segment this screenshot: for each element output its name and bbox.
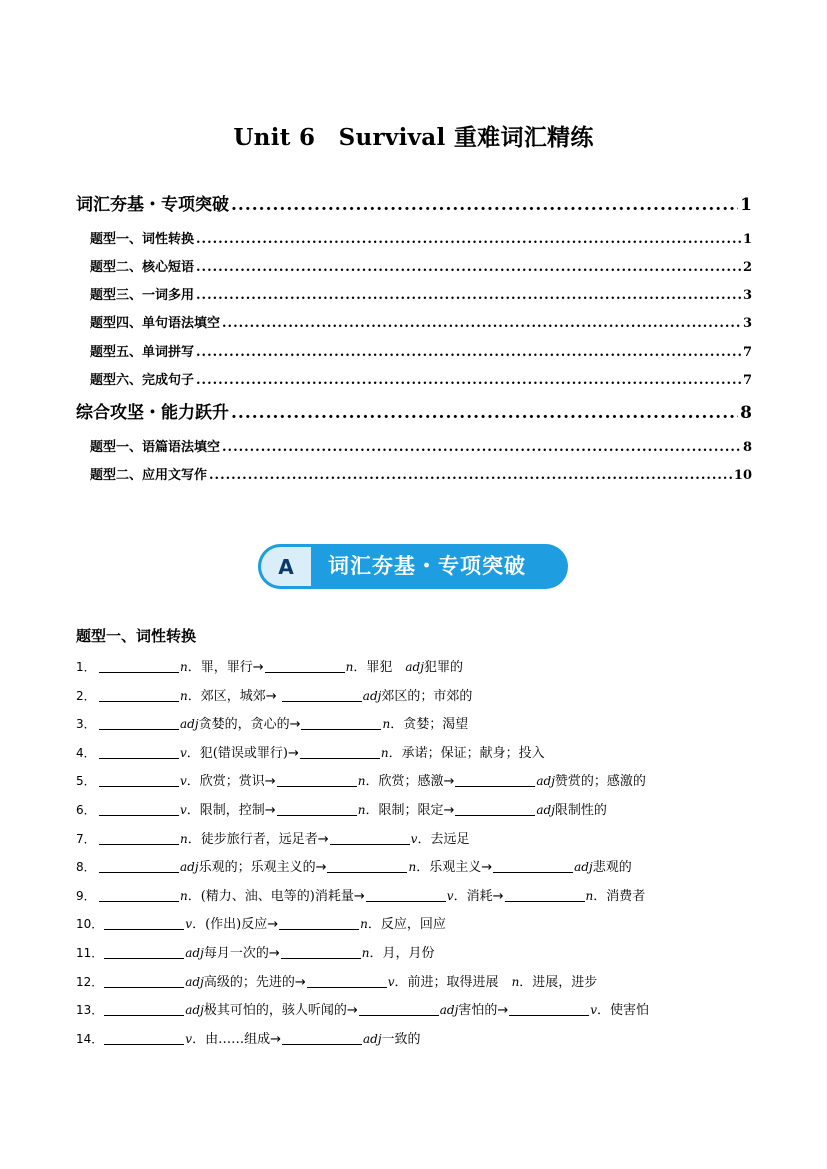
exercise-item — [76, 770, 646, 792]
arrow-icon: → — [443, 774, 455, 790]
part-of-speech: v — [180, 803, 187, 817]
toc-leader — [196, 260, 741, 275]
arrow-icon: → — [481, 860, 493, 876]
arrow-icon: → — [252, 660, 264, 675]
exercise-item — [76, 885, 645, 907]
part-of-speech: n — [382, 717, 391, 732]
exercise-item — [76, 685, 472, 707]
item-text: ．进展，进步 — [519, 974, 598, 990]
item-text: ．使害怕 — [597, 1003, 650, 1019]
answer-blank[interactable] — [99, 715, 179, 730]
answer-blank[interactable] — [265, 658, 345, 673]
exercise-item — [76, 856, 632, 878]
part-of-speech: n — [180, 888, 188, 903]
answer-blank[interactable] — [99, 744, 179, 759]
part-of-speech: adj — [536, 774, 555, 789]
answer-blank[interactable] — [104, 973, 184, 988]
arrow-icon: → — [346, 1003, 358, 1019]
part-of-speech: n — [511, 974, 520, 989]
part-of-speech: v — [590, 1003, 598, 1018]
item-text: 犯罪的 — [423, 660, 463, 675]
item-text: ．欣赏；赏识 — [186, 774, 265, 790]
answer-blank[interactable] — [99, 658, 179, 673]
answer-blank[interactable] — [455, 801, 535, 816]
part-of-speech: adj — [362, 1031, 382, 1046]
item-text: ．(精力、油、电等的)消耗量 — [187, 888, 354, 904]
item-text: 每月一次的 — [203, 946, 269, 961]
part-of-speech: n — [180, 831, 188, 846]
item-text: 一致的 — [381, 1031, 421, 1047]
item-number: 9． — [76, 888, 96, 903]
toc-page-number: 8 — [740, 403, 752, 423]
item-number: 3． — [76, 717, 96, 732]
item-text: ．由……组成 — [192, 1031, 271, 1047]
item-text: ．欣赏；感激 — [365, 774, 444, 790]
item-text: 乐观的；乐观主义的 — [198, 860, 316, 876]
part-of-speech: n — [360, 917, 368, 932]
part-of-speech: v — [180, 774, 187, 789]
item-text: 限制性的 — [554, 803, 607, 818]
answer-blank[interactable] — [99, 801, 179, 816]
item-text: ．消费者 — [593, 888, 646, 904]
part-of-speech: v — [387, 974, 395, 989]
answer-blank[interactable] — [307, 973, 387, 988]
item-text: 郊区的；市郊的 — [381, 688, 473, 704]
item-number: 2． — [76, 688, 96, 703]
part-of-speech: v — [446, 888, 454, 903]
answer-blank[interactable] — [300, 744, 380, 759]
exercise-item — [76, 742, 545, 764]
exercise-item — [76, 713, 468, 735]
toc-item-label: 题型一、语篇语法填空 — [90, 440, 221, 455]
toc-leader — [231, 195, 738, 215]
item-text: ．罪犯 — [353, 660, 406, 675]
item-text: 极其可怕的，骇人听闻的 — [203, 1003, 347, 1019]
arrow-icon: → — [497, 1003, 509, 1019]
arrow-icon: → — [264, 803, 276, 818]
item-text: ．去远足 — [417, 831, 470, 847]
answer-blank[interactable] — [493, 858, 573, 873]
exercise-item — [76, 799, 607, 821]
arrow-icon: → — [294, 974, 306, 990]
arrow-icon: → — [267, 917, 279, 933]
part-of-speech: v — [180, 745, 187, 760]
item-number: 1． — [76, 660, 96, 674]
toc-item-label: 题型二、核心短语 — [90, 260, 195, 275]
toc-item-label: 题型二、应用文写作 — [90, 468, 208, 483]
toc-page-number: 10 — [733, 468, 752, 483]
item-number: 14． — [76, 1031, 104, 1046]
section-banner — [258, 544, 568, 589]
answer-blank[interactable] — [327, 858, 407, 873]
item-text: ．郊区，城郊 — [187, 688, 266, 704]
answer-blank[interactable] — [330, 830, 410, 845]
part-of-speech: adj — [536, 803, 555, 817]
answer-blank[interactable] — [104, 1030, 184, 1045]
exercise-item — [76, 1028, 421, 1050]
answer-blank[interactable] — [99, 772, 179, 787]
item-number: 7． — [76, 831, 96, 846]
answer-blank[interactable] — [359, 1001, 439, 1016]
answer-blank[interactable] — [277, 772, 357, 787]
toc-page-number: 2 — [742, 260, 752, 275]
answer-blank[interactable] — [104, 944, 184, 959]
toc-item-label: 题型三、一词多用 — [90, 288, 195, 303]
item-text: ．反应，回应 — [367, 917, 446, 933]
toc-item[interactable] — [76, 228, 752, 247]
part-of-speech: v — [185, 1031, 193, 1046]
answer-blank[interactable] — [282, 687, 362, 702]
item-text: 贪婪的，贪心的 — [198, 717, 290, 733]
part-of-speech: adj — [185, 974, 204, 989]
toc-page-number: 1 — [740, 195, 752, 215]
exercise-item — [76, 656, 463, 678]
answer-blank[interactable] — [277, 801, 357, 816]
toc-item-label: 题型四、单句语法填空 — [90, 316, 221, 331]
arrow-icon: → — [353, 888, 365, 904]
toc-leader — [196, 373, 741, 388]
toc-page-number: 3 — [742, 316, 752, 331]
toc-item[interactable] — [76, 341, 752, 360]
exercise-item — [76, 971, 597, 993]
table-of-contents — [76, 190, 752, 490]
part-of-speech: adj — [362, 688, 382, 703]
item-text: ．承诺；保证；献身；投入 — [388, 745, 545, 761]
toc-leader — [231, 403, 738, 423]
item-number: 12． — [76, 974, 104, 989]
item-number: 11． — [76, 946, 104, 960]
toc-section-label: 词汇夯基・专项突破 — [76, 195, 229, 215]
part-of-speech: v — [185, 917, 193, 932]
item-text: ．限制，控制 — [186, 803, 265, 818]
answer-blank[interactable] — [99, 858, 179, 873]
toc-item-label: 题型六、完成句子 — [90, 373, 195, 388]
item-number: 6． — [76, 803, 96, 817]
toc-page-number: 7 — [742, 373, 752, 388]
toc-item[interactable] — [76, 369, 752, 388]
answer-blank[interactable] — [99, 687, 179, 702]
item-text: ．前进；取得进展 — [394, 974, 512, 990]
toc-item-label: 题型五、单词拼写 — [90, 345, 195, 360]
arrow-icon: → — [443, 803, 455, 818]
toc-leader — [222, 440, 741, 455]
part-of-speech: n — [380, 745, 389, 760]
exercise-item — [76, 999, 649, 1021]
item-number: 5． — [76, 774, 96, 789]
arrow-icon: → — [317, 831, 329, 847]
toc-leader — [196, 345, 741, 360]
item-number: 8． — [76, 860, 96, 875]
toc-item-label: 题型一、词性转换 — [90, 232, 195, 247]
part-of-speech: adj — [574, 860, 593, 875]
part-of-speech: adj — [185, 946, 204, 960]
part-of-speech: n — [357, 803, 366, 817]
arrow-icon: → — [265, 688, 277, 704]
answer-blank[interactable] — [455, 772, 535, 787]
answer-blank[interactable] — [366, 887, 446, 902]
item-text: ．限制；限定 — [365, 803, 444, 818]
part-of-speech: n — [180, 660, 188, 674]
answer-blank[interactable] — [104, 1001, 184, 1016]
part-of-speech: adj — [185, 1003, 204, 1018]
item-text: ．(作出)反应 — [192, 917, 268, 933]
item-text: 悲观的 — [592, 860, 632, 876]
toc-item[interactable] — [76, 436, 752, 455]
toc-leader — [196, 232, 741, 247]
arrow-icon: → — [270, 1031, 281, 1047]
answer-blank[interactable] — [505, 887, 585, 902]
toc-section[interactable] — [76, 190, 752, 215]
answer-blank[interactable] — [99, 887, 179, 902]
part-of-speech: adj — [180, 860, 199, 875]
part-of-speech: v — [410, 831, 418, 846]
arrow-icon: → — [268, 946, 280, 961]
part-of-speech: n — [361, 946, 370, 960]
item-number: 13． — [76, 1003, 104, 1018]
toc-page-number: 1 — [742, 232, 752, 247]
toc-leader — [222, 316, 741, 331]
answer-blank[interactable] — [509, 1001, 589, 1016]
toc-item[interactable] — [76, 284, 752, 303]
exercise-item — [76, 942, 435, 964]
part-of-speech: adj — [405, 660, 424, 674]
toc-leader — [209, 468, 732, 483]
section-title: 题型一、词性转换 — [76, 627, 197, 645]
item-text: ．犯(错误或罪行) — [186, 745, 288, 761]
toc-leader — [196, 288, 741, 303]
part-of-speech: n — [357, 774, 366, 789]
item-text: ．罪，罪行 — [187, 660, 253, 675]
toc-section[interactable] — [76, 398, 752, 423]
answer-blank[interactable] — [301, 715, 381, 730]
answer-blank[interactable] — [281, 944, 361, 959]
item-number: 4． — [76, 745, 96, 760]
part-of-speech: n — [180, 688, 188, 703]
arrow-icon: → — [315, 860, 327, 876]
toc-item[interactable] — [76, 312, 752, 331]
answer-blank[interactable] — [279, 915, 359, 930]
arrow-icon: → — [289, 717, 301, 733]
page-title: Unit 6 Survival 重难词汇精练 — [233, 124, 594, 151]
part-of-speech: adj — [180, 717, 199, 732]
item-text: 赞赏的；感激的 — [554, 774, 646, 790]
banner-title: 词汇夯基・专项突破 — [328, 554, 526, 578]
part-of-speech: adj — [439, 1003, 459, 1018]
answer-blank[interactable] — [99, 830, 179, 845]
exercise-item — [76, 828, 469, 850]
toc-item[interactable] — [76, 256, 752, 275]
item-text: 高级的；先进的 — [203, 974, 295, 990]
item-text: ．消耗 — [453, 888, 493, 904]
item-text: ．贪婪；渴望 — [390, 717, 469, 733]
item-number: 10． — [76, 917, 104, 932]
toc-page-number: 8 — [742, 440, 752, 455]
exercise-item — [76, 913, 446, 935]
arrow-icon: → — [287, 745, 299, 761]
item-text: ．徒步旅行者，远足者 — [187, 831, 318, 847]
toc-page-number: 3 — [742, 288, 752, 303]
item-text: 害怕的 — [458, 1003, 498, 1019]
item-text — [277, 689, 281, 704]
toc-page-number: 7 — [742, 345, 752, 360]
arrow-icon: → — [492, 888, 504, 904]
part-of-speech: n — [408, 860, 417, 875]
part-of-speech: n — [585, 888, 594, 903]
part-of-speech: n — [345, 660, 354, 674]
banner-badge: A — [261, 547, 311, 586]
item-text: ．乐观主义 — [416, 860, 482, 876]
answer-blank[interactable] — [104, 915, 184, 930]
toc-section-label: 综合攻坚・能力跃升 — [76, 403, 229, 423]
arrow-icon: → — [264, 774, 276, 790]
toc-item[interactable] — [76, 464, 752, 483]
answer-blank[interactable] — [282, 1030, 362, 1045]
item-text: ．月，月份 — [369, 946, 435, 961]
